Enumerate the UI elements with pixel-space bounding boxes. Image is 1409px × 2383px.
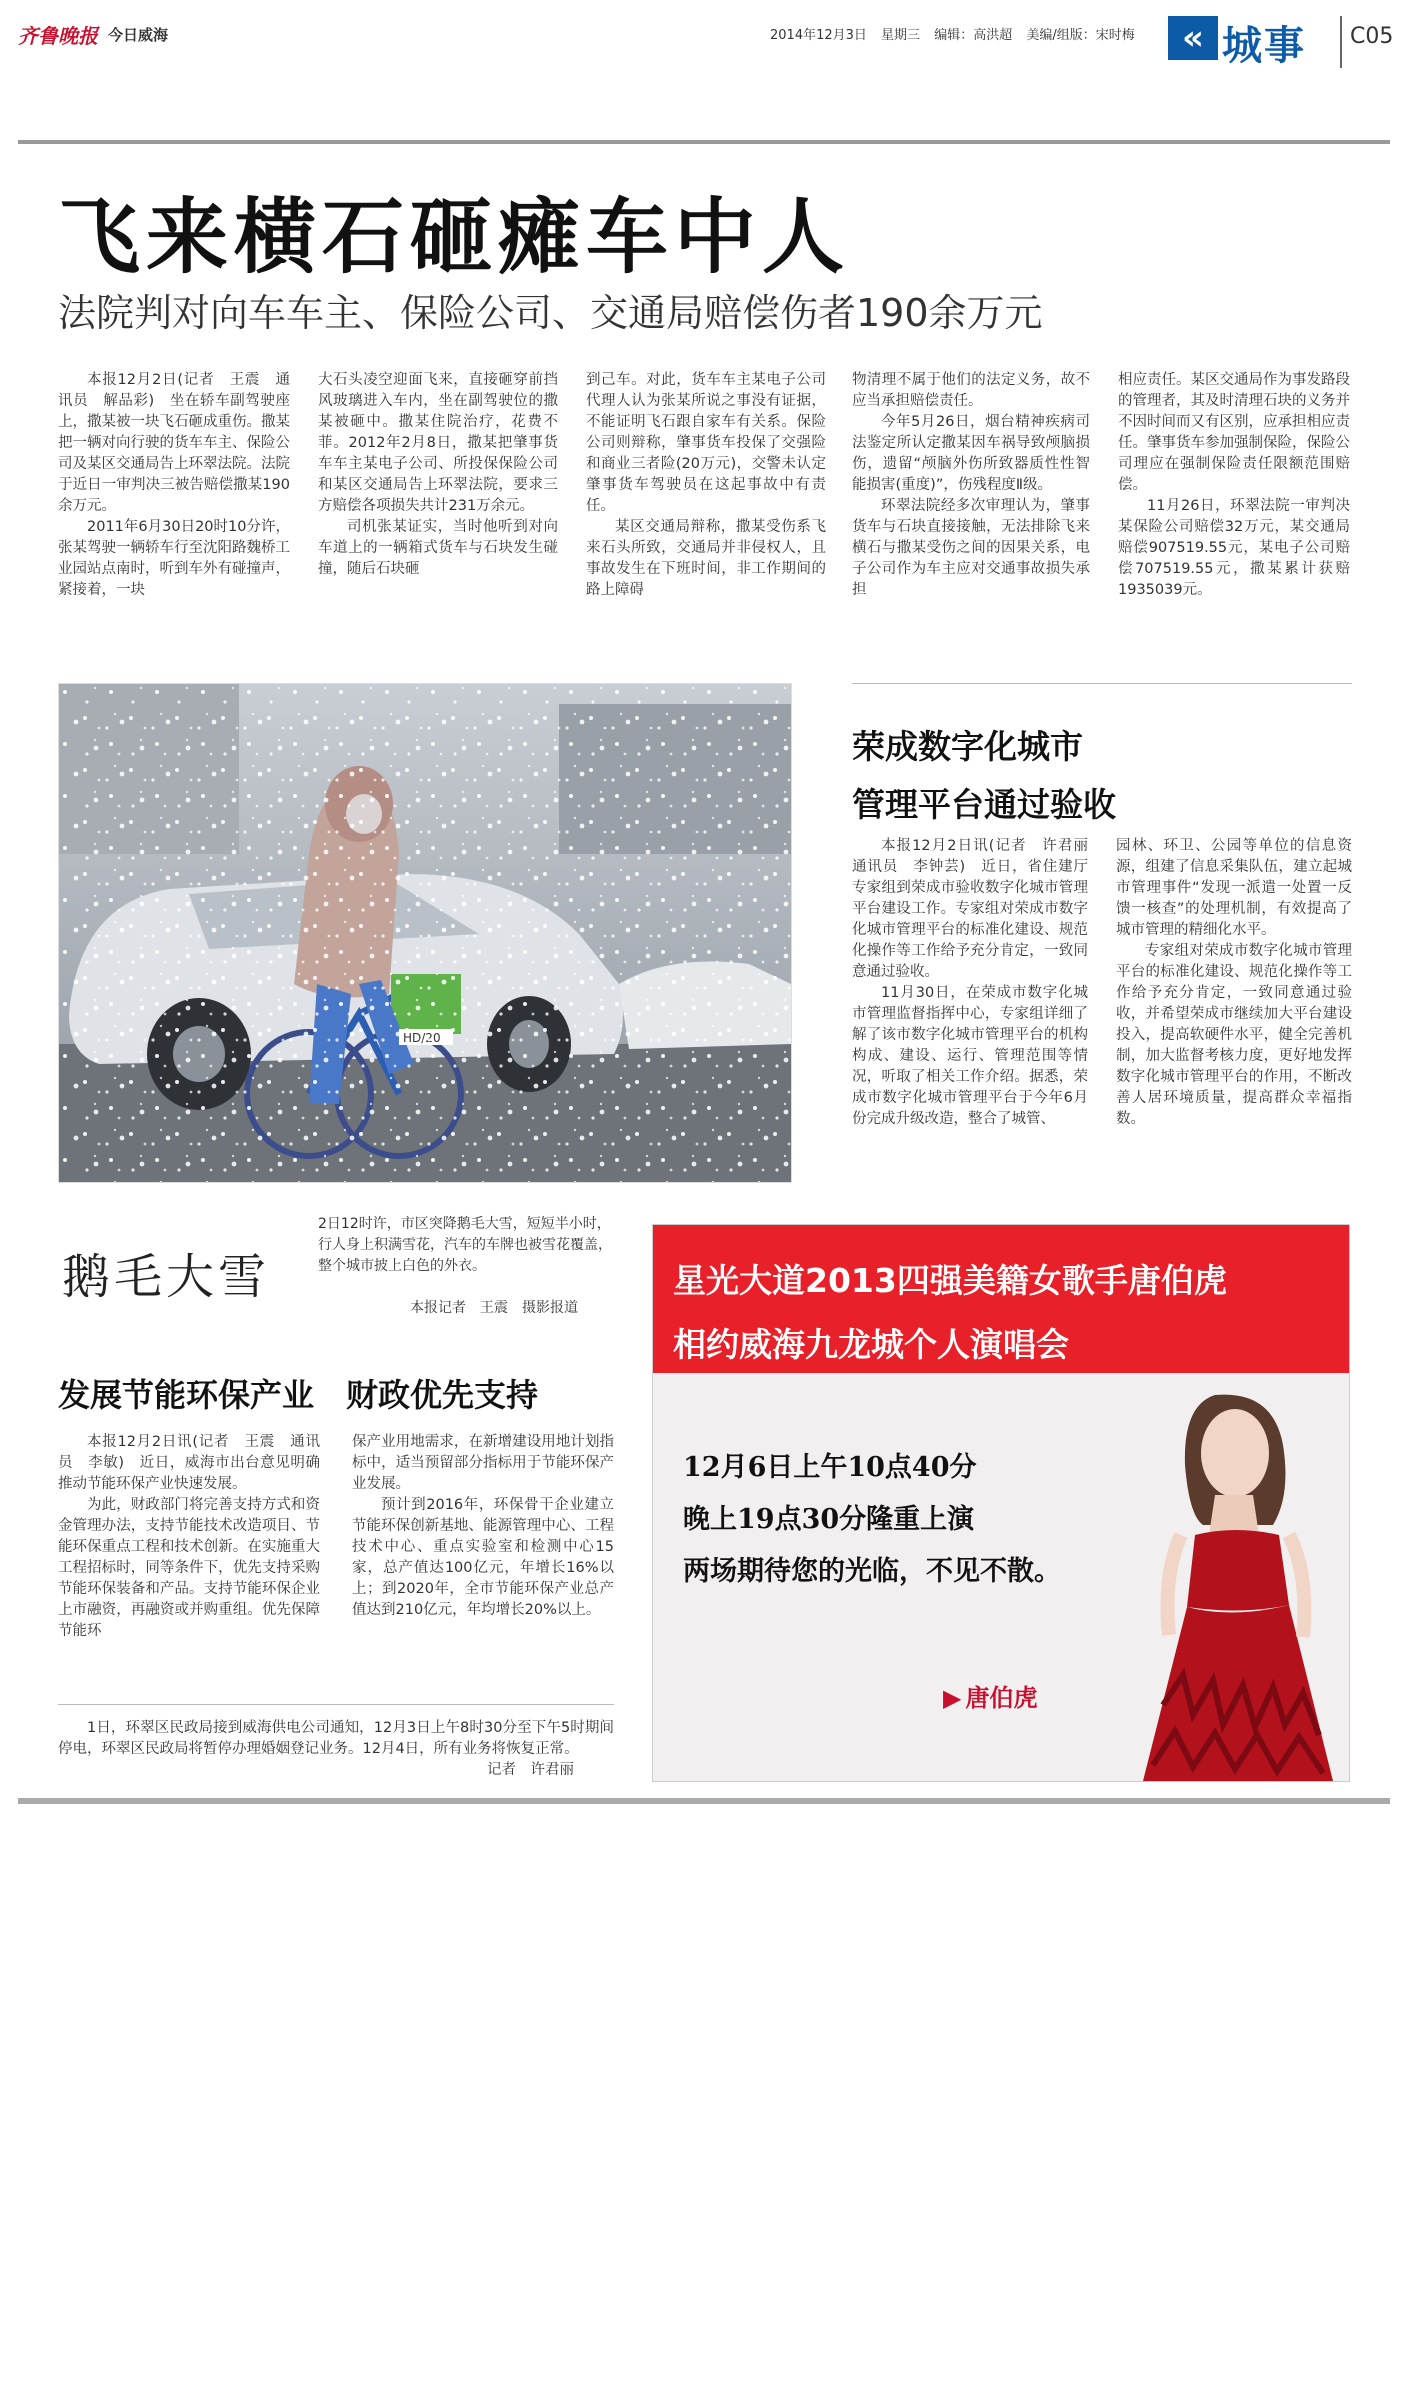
article2-headline-line2: 管理平台通过验收: [852, 785, 1116, 824]
page-number: C05: [1350, 24, 1394, 49]
singer-portrait: [1123, 1375, 1349, 1781]
paragraph: 保产业用地需求，在新增建设用地计划指标中，适当预留部分指标用于节能环保产业发展。: [352, 1434, 614, 1492]
ad-singer-label: 唐伯虎: [965, 1683, 1038, 1712]
newspaper-logo: 齐鲁晚报: [18, 24, 98, 48]
article3-column-1: [58, 1432, 320, 1642]
paragraph: 某区交通局辩称，撒某受伤系飞来石头所致，交通局并非侵权人，且事故发生在下班时间，非工作期间的路上障碍: [586, 519, 826, 598]
triangle-right-icon: ▶: [943, 1683, 962, 1712]
snow-credit: 本报记者 王震 摄影报道: [410, 1300, 578, 1316]
article2-headline: [852, 718, 1116, 834]
issue-date: 2014年12月3日: [770, 28, 867, 43]
paragraph: 2011年6月30日20时10分许，张某驾驶一辆轿车行至沈阳路魏桥工业园站点南时，听到车外有碰撞声，紧接着，一块: [58, 519, 290, 598]
edition-name: 今日威海: [108, 26, 169, 44]
paragraph: 园林、环卫、公园等单位的信息资源，组建了信息采集队伍，建立起城市管理事件“发现一派遣一处置一反馈一核查”的处理机制，有效提高了城市管理的精细化水平。: [1116, 838, 1352, 938]
top-rule: [18, 140, 1390, 144]
masthead-divider: [1340, 16, 1342, 68]
snow-caption: 2日12时许，市区突降鹅毛大雪，短短半小时，行人身上积满雪花，汽车的车牌也被雪花覆盖，整个城市披上白色的外衣。: [318, 1216, 612, 1274]
article2-headline-line1: 荣成数字化城市: [852, 727, 1083, 766]
ad-singer-name: [943, 1678, 1037, 1713]
article2-column-1: [852, 836, 1103, 1130]
snow-title: 鹅毛大雪: [62, 1249, 271, 1305]
paragraph: 今年5月26日，烟台精神疾病司法鉴定所认定撒某因车祸导致颅脑损伤，遗留“颅脑外伤所致器质性性智能损害(重度)”，伤残程度Ⅱ级。: [852, 414, 1090, 493]
ad-time-1: 12月6日上午10点40分: [683, 1452, 977, 1483]
paragraph: 为此，财政部门将完善支持方式和资金管理办法，支持节能技术改造项目、节能环保重点工程和技术创新。在实施重大工程招标时，同等条件下，优先支持采购节能环保装备和产品。支持节能环保企业上市融资，再融资或并购重组。优先保障节能环: [58, 1497, 320, 1639]
article2-column-2: [1116, 836, 1352, 1130]
article1-headline: 飞来横石砸瘫车中人: [58, 190, 851, 285]
article1-column-3: [586, 370, 826, 601]
paragraph: 本报12月2日讯(记者 许君丽 通讯员 李钟芸) 近日，省住建厅专家组到荣成市验收数字化城市管理平台建设工作。专家组对荣成市数字化城市管理平台的标准化建设、规范化操作等工作给予充分肯定，一致同意通过验收。: [852, 838, 1103, 980]
notice: [58, 1718, 614, 1781]
ad-headline-2: 相约威海九龙城个人演唱会: [673, 1325, 1069, 1364]
paragraph: 11月30日，在荣成市数字化城市管理监督指挥中心，专家组详细了解了该市数字化城市管理平台的机构构成、建设、运行、管理范围等情况，听取了相关工作介绍。据悉，荣成市数字化城市管理平台于今年6月份完成升级改造，整合了城管、: [852, 985, 1088, 1127]
snow-cyclist-photo: [58, 683, 792, 1183]
article1-subhead: 法院判对向车车主、保险公司、交通局赔偿伤者190余万元: [58, 291, 1043, 335]
concert-advertisement: [652, 1224, 1350, 1782]
ad-time-3: 两场期待您的光临，不见不散。: [683, 1556, 1061, 1587]
article1-column-1: [58, 370, 290, 601]
paragraph: 11月26日，环翠法院一审判决某保险公司赔偿32万元，某交通局赔偿907519.55元，某电子公司赔偿707519.55元，撒某累计获赔1935039元。: [1118, 498, 1350, 598]
design-credit: 美编/组版：宋时梅: [1026, 28, 1135, 43]
article3-column-2: [352, 1432, 614, 1621]
notice-text: 1日，环翠区民政局接到威海供电公司通知，12月3日上午8时30分至下午5时期间停电，环翠区民政局将暂停办理婚姻登记业务。12月4日，所有业务将恢复正常。: [58, 1720, 614, 1757]
paragraph: 物清理不属于他们的法定义务，故不应当承担赔偿责任。: [852, 372, 1090, 409]
notice-credit: 记者 许君丽: [487, 1762, 574, 1778]
paragraph: 环翠法院经多次审理认为，肇事货车与石块直接接触，无法排除飞来横石与撒某受伤之间的因果关系，电子公司作为车主应对交通事故损失承担: [852, 498, 1090, 598]
issue-info: [770, 24, 1145, 43]
paragraph: 大石头凌空迎面飞来，直接砸穿前挡风玻璃进入车内，坐在副驾驶位的撒某被砸中。撒某住院治疗，花费不菲。2012年2月8日，撒某把肇事货车车主某电子公司、所投保保险公司和某区交通局告上环翠法院，要求三方赔偿各项损失共计231万余元。: [318, 372, 558, 514]
bottom-rule: [18, 1798, 1390, 1804]
issue-weekday: 星期三: [881, 28, 921, 43]
section-title: 城事: [1222, 23, 1306, 69]
photo-illustration: [59, 684, 791, 1182]
paragraph: 司机张某证实，当时他听到对向车道上的一辆箱式货车与石块发生碰撞，随后石块砸: [318, 519, 558, 577]
paragraph: 到己车。对此，货车车主某电子公司代理人认为张某所说之事没有证据，不能证明飞石跟自家车有关系。保险公司则辩称，肇事货车投保了交强险和商业三者险(20万元)，交警未认定肇事货车驾驶员在这起事故中有责任。: [586, 372, 826, 514]
paragraph: 本报12月2日讯(记者 王震 通讯员 李敏) 近日，威海市出台意见明确推动节能环保产业快速发展。: [58, 1434, 320, 1492]
paragraph: 本报12月2日(记者 王震 通讯员 解品彩) 坐在轿车副驾驶座上，撒某被一块飞石砸成重伤。撒某把一辆对向行驶的货车车主、保险公司及某区交通局告上环翠法院。法院于近日一审判决三被告赔偿撒某190余万元。: [58, 372, 290, 514]
article3-headline: 发展节能环保产业 财政优先支持: [58, 1376, 539, 1414]
paragraph: 专家组对荣成市数字化城市管理平台的标准化建设、规范化操作等工作给予充分肯定，一致同意通过验收，并希望荣成市继续加大平台建设投入，提高软硬件水平，健全完善机制，加大监督考核力度，更好地发挥数字化城市管理平台的作用，不断改善人居环境质量，提高群众幸福指数。: [1116, 943, 1352, 1127]
section-rule: [852, 683, 1352, 684]
paragraph: 预计到2016年，环保骨干企业建立节能环保创新基地、能源管理中心、工程技术中心、重点实验室和检测中心15家，总产值达100亿元，年增长16%以上；到2020年，全市节能环保产业总产值达到210亿元，年均增长20%以上。: [352, 1497, 614, 1618]
chevron-left-icon: «: [1168, 16, 1218, 60]
ad-time-2: 晚上19点30分隆重上演: [683, 1504, 975, 1535]
editor-credit: 编辑：高洪超: [934, 28, 1013, 43]
paragraph: 相应责任。某区交通局作为事发路段的管理者，其及时清理石块的义务并不因时间而又有区别，应承担相应责任。肇事货车参加强制保险，保险公司理应在强制保险责任限额范围赔偿。: [1118, 372, 1350, 493]
article1-column-4: [852, 370, 1090, 601]
notice-rule: [58, 1704, 614, 1705]
ad-headline-1: 星光大道2013四强美籍女歌手唐伯虎: [673, 1261, 1227, 1300]
article1-column-2: [318, 370, 558, 580]
article1-column-5: [1118, 370, 1350, 601]
